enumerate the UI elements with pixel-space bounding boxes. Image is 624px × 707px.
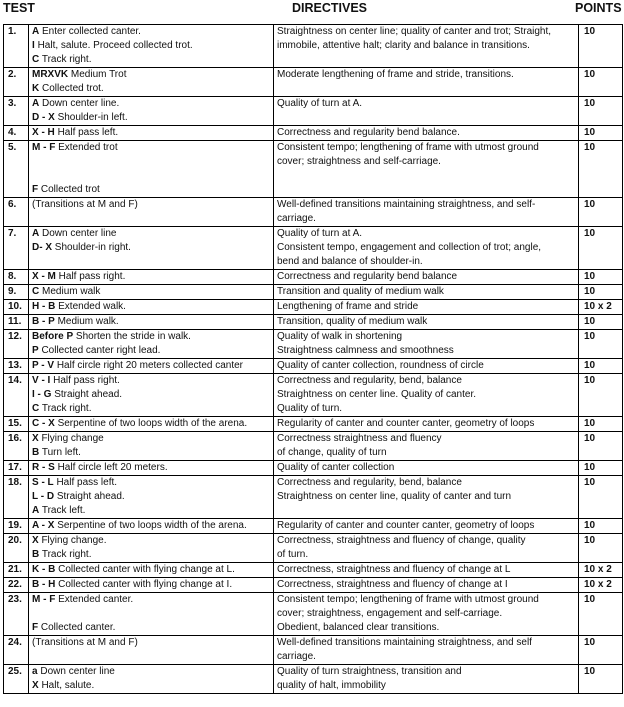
directive-cell [274, 315, 579, 330]
points-value: 10 [579, 285, 623, 300]
movement-text: Extended canter. [58, 594, 134, 605]
arena-letters: S - L [32, 477, 54, 488]
arena-letters: M - F [32, 594, 56, 605]
movement-text: Serpentine of two loops width of the arena. [57, 418, 248, 429]
directive-line: cover; straightness, engagement and self-carriage. [277, 608, 503, 619]
directive-line: Quality of turn straightness, transition and [277, 666, 462, 677]
table-row [4, 593, 623, 636]
test-line [32, 285, 273, 299]
directive-cell [274, 198, 579, 227]
arena-letters: B [32, 549, 40, 560]
directive-line: Consistent tempo, engagement and collection of trot; angle, [277, 242, 542, 253]
arena-letters: C [32, 403, 40, 414]
test-line [32, 519, 273, 533]
arena-letters: C [32, 286, 40, 297]
movement-number: 19. [4, 519, 29, 534]
points-value: 10 [579, 126, 623, 141]
test-cell [29, 141, 274, 198]
arena-letters: a [32, 666, 38, 677]
movement-number: 21. [4, 563, 29, 578]
test-cell [29, 68, 274, 97]
test-line [32, 315, 273, 329]
arena-letters: A [32, 228, 40, 239]
test-line [32, 374, 273, 388]
test-cell [29, 461, 274, 476]
table-row [4, 665, 623, 694]
movement-text: Extended walk. [58, 301, 126, 312]
movement-text: Half pass right. [53, 375, 120, 386]
directive-line: Quality of turn. [277, 403, 343, 414]
directive-line: Correctness and regularity, bend, balance [277, 477, 462, 488]
arena-letters: X [32, 433, 39, 444]
movement-number: 1. [4, 25, 29, 68]
movement-number: 7. [4, 227, 29, 270]
directive-line: Well-defined transitions maintaining straightness, and self [277, 637, 532, 648]
directive-cell [274, 374, 579, 417]
test-cell [29, 665, 274, 694]
directive-cell [274, 417, 579, 432]
test-line [32, 417, 273, 431]
points-value: 10 [579, 476, 623, 519]
test-line [32, 300, 273, 314]
movement-text: Halt, salute. [41, 680, 95, 691]
table-row [4, 578, 623, 593]
directive-cell [274, 359, 579, 374]
directive-line: Straightness on center line, quality of canter and turn [277, 491, 512, 502]
header-test: TEST [3, 1, 35, 15]
directive-cell [274, 141, 579, 198]
arena-letters: D - X [32, 112, 55, 123]
arena-letters: A [32, 26, 40, 37]
test-line [32, 679, 273, 693]
table-row [4, 461, 623, 476]
directive-cell [274, 25, 579, 68]
test-line [32, 593, 273, 607]
arena-letters: MRXVK [32, 69, 69, 80]
table-row [4, 270, 623, 285]
movement-text: Halt, salute. Proceed collected trot. [37, 40, 193, 51]
arena-letters: K - B [32, 564, 56, 575]
movement-text: Medium walk. [57, 316, 119, 327]
directive-line: bend and balance of shoulder-in. [277, 256, 423, 267]
movement-text: Collected canter with flying change at I. [58, 579, 233, 590]
directive-line: Obedient, balanced clear transitions. [277, 622, 440, 633]
points-value: 10 [579, 461, 623, 476]
arena-letters: X [32, 535, 39, 546]
movement-text: Half circle left 20 meters. [57, 462, 168, 473]
table-row [4, 432, 623, 461]
test-cell [29, 227, 274, 270]
directive-line: Straightness on center line; quality of canter and trot; Straight, [277, 26, 552, 37]
test-cell [29, 198, 274, 227]
movement-text: Flying change. [41, 535, 107, 546]
test-line [32, 650, 273, 664]
points-value: 10 [579, 359, 623, 374]
points-value: 10 [579, 68, 623, 97]
movement-text: Track right. [41, 54, 92, 65]
test-line [32, 432, 273, 446]
movement-text: Shoulder-in right. [54, 242, 131, 253]
table-row [4, 68, 623, 97]
test-cell [29, 636, 274, 665]
movement-number: 24. [4, 636, 29, 665]
movement-text: Collected canter with flying change at L. [58, 564, 235, 575]
movement-text: Serpentine of two loops width of the arena. [57, 520, 247, 531]
movement-number: 4. [4, 126, 29, 141]
movement-number: 8. [4, 270, 29, 285]
test-cell [29, 593, 274, 636]
arena-letters: B [32, 447, 40, 458]
movement-text: Medium Trot [70, 69, 127, 80]
arena-letters: I [32, 40, 35, 51]
points-value: 10 [579, 97, 623, 126]
test-cell [29, 300, 274, 315]
test-line [32, 446, 273, 460]
arena-letters: P - V [32, 360, 55, 371]
arena-letters: A [32, 505, 40, 516]
directive-cell [274, 461, 579, 476]
directive-line: Correctness straightness and fluency [277, 433, 442, 444]
test-cell [29, 432, 274, 461]
directive-line: Moderate lengthening of frame and stride, transitions. [277, 69, 514, 80]
directive-cell [274, 285, 579, 300]
test-line [32, 25, 273, 39]
arena-letters: A - X [32, 520, 55, 531]
points-value: 10 x 2 [579, 563, 623, 578]
test-cell [29, 374, 274, 417]
test-line [32, 504, 273, 518]
movement-text: Flying change [41, 433, 104, 444]
arena-letters: B - P [32, 316, 55, 327]
table-row [4, 300, 623, 315]
movements-table [3, 24, 623, 694]
directive-cell [274, 593, 579, 636]
test-line [32, 534, 273, 548]
arena-letters: I - G [32, 389, 52, 400]
directive-line: carriage. [277, 213, 316, 224]
points-value: 10 [579, 227, 623, 270]
points-value: 10 [579, 417, 623, 432]
test-cell [29, 476, 274, 519]
movement-text: Shoulder-in left. [57, 112, 128, 123]
arena-letters: H - B [32, 301, 56, 312]
directive-line: Consistent tempo; lengthening of frame with utmost ground [277, 142, 539, 153]
movement-text: Track left. [41, 505, 86, 516]
test-line [32, 241, 273, 255]
test-cell [29, 417, 274, 432]
movement-number: 16. [4, 432, 29, 461]
directive-line: Correctness and regularity, bend, balance [277, 375, 462, 386]
movement-text: Half pass right. [58, 271, 126, 282]
arena-letters: M - F [32, 142, 56, 153]
movement-number: 9. [4, 285, 29, 300]
test-line [32, 621, 273, 635]
test-line [32, 227, 273, 241]
movement-number: 18. [4, 476, 29, 519]
directive-line: Straightness on center line. Quality of canter. [277, 389, 476, 400]
directive-cell [274, 68, 579, 97]
points-value: 10 x 2 [579, 300, 623, 315]
movement-number: 20. [4, 534, 29, 563]
directive-cell [274, 476, 579, 519]
test-cell [29, 25, 274, 68]
movement-number: 17. [4, 461, 29, 476]
movement-number: 22. [4, 578, 29, 593]
directive-line: Lengthening of frame and stride [277, 301, 419, 312]
movement-number: 12. [4, 330, 29, 359]
movement-text: Straight ahead. [56, 491, 125, 502]
directive-cell [274, 636, 579, 665]
arena-letters: F [32, 622, 39, 633]
test-line [32, 388, 273, 402]
arena-letters: X [32, 680, 39, 691]
movement-number: 23. [4, 593, 29, 636]
directive-cell [274, 126, 579, 141]
test-line [32, 344, 273, 358]
arena-letters: C [32, 54, 40, 65]
table-row [4, 519, 623, 534]
test-line [32, 665, 273, 679]
table-row [4, 198, 623, 227]
table-row [4, 97, 623, 126]
directive-line: Transition, quality of medium walk [277, 316, 428, 327]
test-line [32, 82, 273, 96]
directive-cell [274, 534, 579, 563]
points-value: 10 [579, 665, 623, 694]
header-directives: DIRECTIVES [292, 1, 368, 15]
movement-text: Half circle right 20 meters collected canter [56, 360, 244, 371]
points-value: 10 [579, 198, 623, 227]
directive-cell [274, 665, 579, 694]
test-line [32, 212, 273, 226]
test-line [32, 359, 273, 373]
points-value: 10 [579, 330, 623, 359]
table-row [4, 534, 623, 563]
arena-letters: X - H [32, 127, 55, 138]
test-line [32, 68, 273, 82]
directive-line: Straightness calmness and smoothness [277, 345, 454, 356]
test-cell [29, 97, 274, 126]
table-row [4, 25, 623, 68]
table-row [4, 359, 623, 374]
arena-letters: B - H [32, 579, 56, 590]
test-line [32, 563, 273, 577]
test-line [32, 476, 273, 490]
movement-text: Down center line [40, 666, 115, 677]
arena-letters: A [32, 98, 40, 109]
directive-line: Correctness, straightness and fluency of change at I [277, 579, 508, 590]
directive-line: immobile, attentive halt; clarity and balance in transitions. [277, 40, 530, 51]
directive-cell [274, 519, 579, 534]
movement-text: Collected canter right lead. [41, 345, 161, 356]
movement-text: Enter collected canter. [42, 26, 141, 37]
directive-line: cover; straightness and self-carriage. [277, 156, 441, 167]
points-value: 10 [579, 519, 623, 534]
test-cell [29, 285, 274, 300]
table-row [4, 141, 623, 198]
test-line [32, 330, 273, 344]
movement-text: (Transitions at M and F) [32, 637, 138, 648]
test-line [32, 636, 273, 650]
test-cell [29, 359, 274, 374]
test-cell [29, 270, 274, 285]
directive-line: of turn. [277, 549, 309, 560]
movement-text: Half pass left. [56, 477, 118, 488]
movement-number: 5. [4, 141, 29, 198]
test-cell [29, 519, 274, 534]
arena-letters: C - X [32, 418, 55, 429]
test-line [32, 461, 273, 475]
directive-cell [274, 432, 579, 461]
test-line [32, 255, 273, 269]
directive-line: Transition and quality of medium walk [277, 286, 444, 297]
test-cell [29, 330, 274, 359]
points-value: 10 [579, 374, 623, 417]
movement-text: (Transitions at M and F) [32, 199, 138, 210]
points-value: 10 [579, 636, 623, 665]
movement-text: Collected trot [40, 184, 100, 195]
directive-line: Quality of turn at A. [277, 98, 363, 109]
directive-line: Correctness and regularity bend balance. [277, 127, 460, 138]
directive-cell [274, 97, 579, 126]
arena-letters: K [32, 83, 40, 94]
movement-text: Track right. [41, 403, 92, 414]
movement-number: 25. [4, 665, 29, 694]
directive-line: Regularity of canter and counter canter, geometry of loops [277, 520, 535, 531]
test-line [32, 141, 273, 155]
points-value: 10 [579, 315, 623, 330]
directive-cell [274, 227, 579, 270]
directive-line: of change, quality of turn [277, 447, 387, 458]
table-row [4, 374, 623, 417]
movement-text: Straight ahead. [54, 389, 123, 400]
movement-text: Medium walk [42, 286, 101, 297]
directive-cell [274, 563, 579, 578]
arena-letters: X - M [32, 271, 56, 282]
movement-text: Half pass left. [57, 127, 119, 138]
movement-text: Collected trot. [42, 83, 104, 94]
test-line [32, 548, 273, 562]
points-value: 10 [579, 432, 623, 461]
arena-letters: Before P [32, 331, 74, 342]
movement-text: Down center line. [42, 98, 120, 109]
directive-line: Quality of canter collection, roundness of circle [277, 360, 484, 371]
directive-line: Correctness and regularity bend balance [277, 271, 458, 282]
directive-line: Correctness, straightness and fluency of change, quality [277, 535, 526, 546]
test-cell [29, 315, 274, 330]
directive-cell [274, 330, 579, 359]
arena-letters: P [32, 345, 39, 356]
arena-letters: R - S [32, 462, 55, 473]
movement-text: Shorten the stride in walk. [75, 331, 191, 342]
table-row [4, 315, 623, 330]
movement-number: 13. [4, 359, 29, 374]
test-line [32, 39, 273, 53]
arena-letters: V - I [32, 375, 51, 386]
test-line [32, 183, 273, 197]
movement-text: Down center line [42, 228, 117, 239]
table-row [4, 285, 623, 300]
points-value: 10 [579, 25, 623, 68]
points-value: 10 [579, 141, 623, 198]
directive-cell [274, 270, 579, 285]
test-line [32, 111, 273, 125]
movement-text: Turn left. [41, 447, 81, 458]
test-line [32, 53, 273, 67]
directive-line: Quality of walk in shortening [277, 331, 403, 342]
test-cell [29, 126, 274, 141]
table-row [4, 476, 623, 519]
test-line [32, 270, 273, 284]
directive-line: carriage. [277, 651, 316, 662]
column-headers [0, 0, 624, 20]
directive-cell [274, 300, 579, 315]
movement-number: 10. [4, 300, 29, 315]
directive-line: Correctness, straightness and fluency of change at L [277, 564, 511, 575]
table-row [4, 126, 623, 141]
movement-number: 3. [4, 97, 29, 126]
test-cell [29, 578, 274, 593]
test-line [32, 402, 273, 416]
directive-cell [274, 578, 579, 593]
movement-number: 15. [4, 417, 29, 432]
directive-line: Quality of turn at A. [277, 228, 363, 239]
movement-number: 11. [4, 315, 29, 330]
movement-number: 2. [4, 68, 29, 97]
table-row [4, 636, 623, 665]
points-value: 10 [579, 593, 623, 636]
movement-number: 14. [4, 374, 29, 417]
table-row [4, 227, 623, 270]
points-value: 10 [579, 270, 623, 285]
directive-line: quality of halt, immobility [277, 680, 386, 691]
movement-text: Collected canter. [40, 622, 116, 633]
movement-number: 6. [4, 198, 29, 227]
test-line [32, 198, 273, 212]
test-line [32, 126, 273, 140]
directive-line: Well-defined transitions maintaining straightness, and self- [277, 199, 536, 210]
arena-letters: D- X [32, 242, 52, 253]
test-line [32, 169, 273, 183]
test-line [32, 490, 273, 504]
test-cell [29, 563, 274, 578]
table-row [4, 563, 623, 578]
test-line [32, 97, 273, 111]
points-value: 10 x 2 [579, 578, 623, 593]
points-value: 10 [579, 534, 623, 563]
table-row [4, 417, 623, 432]
directive-line: Regularity of canter and counter canter, geometry of loops [277, 418, 535, 429]
test-line [32, 155, 273, 169]
test-cell [29, 534, 274, 563]
table-row [4, 330, 623, 359]
movement-text: Track right. [41, 549, 92, 560]
arena-letters: L - D [32, 491, 55, 502]
test-line [32, 607, 273, 621]
test-line [32, 578, 273, 592]
arena-letters: F [32, 184, 39, 195]
directive-line: Quality of canter collection [277, 462, 395, 473]
header-points: POINTS [575, 1, 622, 15]
movement-text: Extended trot [58, 142, 118, 153]
directive-line: Consistent tempo; lengthening of frame with utmost ground [277, 594, 539, 605]
